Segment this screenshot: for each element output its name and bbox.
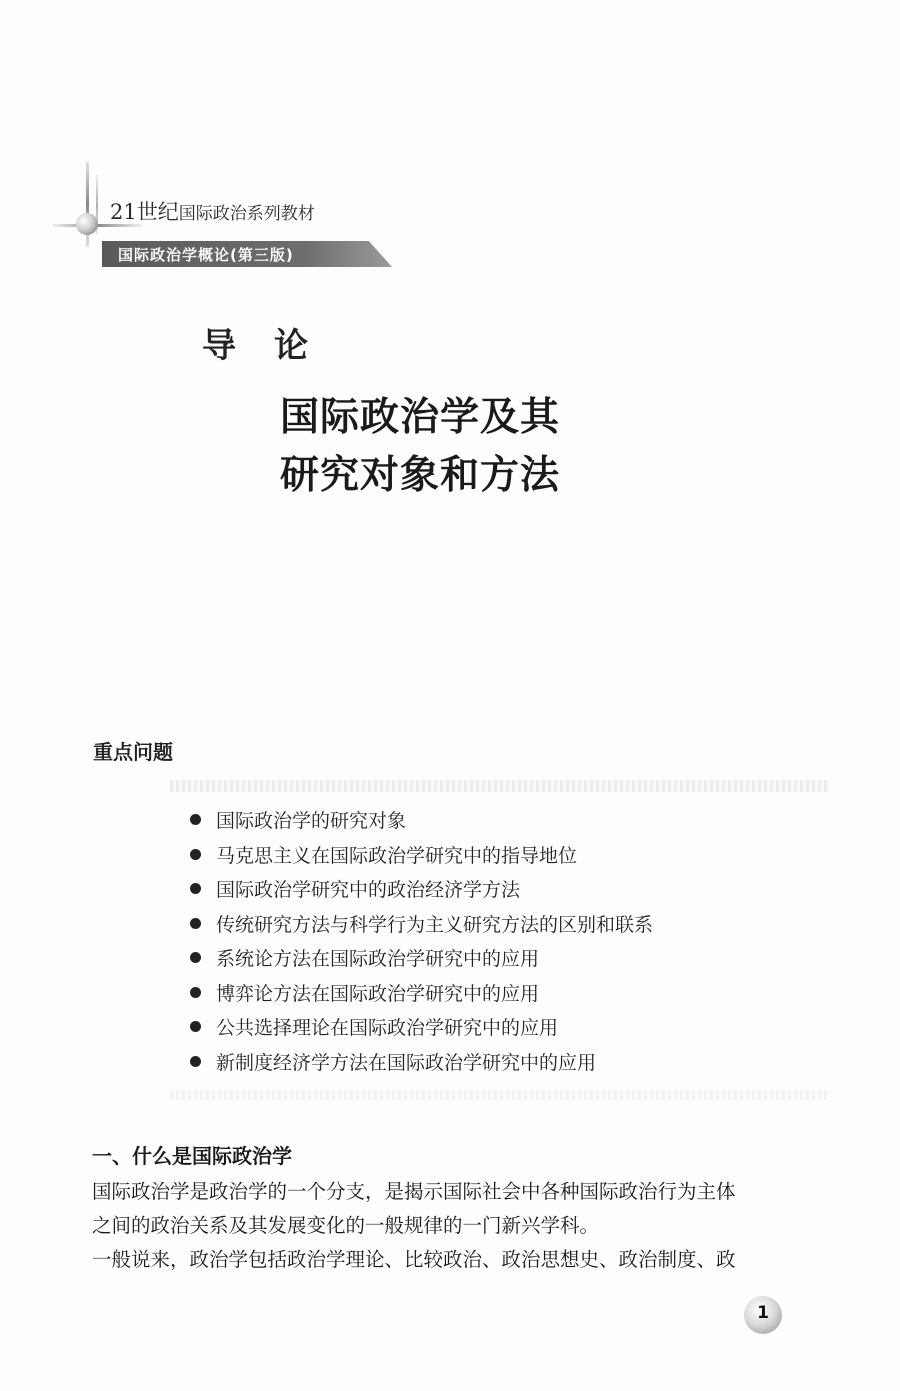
series-title-text: 国际政治系列教材	[178, 204, 315, 224]
list-item	[190, 944, 653, 979]
key-questions-divider	[170, 780, 830, 792]
bullet-icon	[190, 1021, 201, 1032]
header-decor-sparkle-icon	[76, 213, 98, 235]
list-item	[190, 910, 653, 945]
chapter-title-line-1: 国际政治学及其	[280, 394, 561, 440]
list-item	[190, 1048, 653, 1083]
list-item	[190, 841, 653, 876]
list-item-text: 博弈论方法在国际政治学研究中的应用	[216, 982, 540, 1005]
section-heading: 一、什么是国际政治学	[92, 1144, 292, 1168]
chapter-title-line-2: 研究对象和方法	[280, 452, 561, 498]
series-title-number: 21世纪	[110, 200, 179, 224]
list-item-text: 传统研究方法与科学行为主义研究方法的区别和联系	[216, 913, 654, 936]
key-questions-heading: 重点问题	[93, 740, 173, 764]
bullet-icon	[190, 814, 201, 825]
list-item-text: 公共选择理论在国际政治学研究中的应用	[216, 1017, 559, 1039]
list-item-text: 国际政治学的研究对象	[216, 810, 407, 832]
list-item	[190, 1013, 653, 1048]
bullet-icon	[190, 849, 201, 860]
book-title: 国际政治学概论(第三版)	[118, 246, 294, 264]
body-paragraph-1-line-2: 之间的政治关系及其发展变化的一般规律的一门新兴学科。	[92, 1214, 600, 1237]
list-item-text: 新制度经济学方法在国际政治学研究中的应用	[216, 1051, 597, 1074]
chapter-title	[280, 388, 560, 504]
bullet-icon	[190, 883, 201, 894]
key-questions-list	[190, 806, 653, 1082]
list-item	[190, 806, 653, 841]
bullet-icon	[190, 1056, 201, 1067]
bullet-icon	[190, 987, 201, 998]
body-paragraph-1-line-1: 国际政治学是政治学的一个分支，是揭示国际社会中各种国际政治行为主体	[92, 1180, 736, 1203]
page-number: 1	[757, 1303, 769, 1323]
bullet-icon	[190, 918, 201, 929]
series-title	[110, 196, 315, 226]
list-item-text: 国际政治学研究中的政治经济学方法	[216, 879, 521, 901]
body-paragraph-2-line-1: 一般说来，政治学包括政治学理论、比较政治、政治思想史、政治制度、政	[92, 1248, 736, 1271]
list-item-text: 马克思主义在国际政治学研究中的指导地位	[216, 844, 578, 867]
list-item	[190, 875, 653, 910]
bullet-icon	[190, 952, 201, 963]
key-questions-bottom-divider	[170, 1090, 830, 1100]
list-item	[190, 979, 653, 1014]
chapter-label: 导论	[202, 326, 346, 366]
list-item-text: 系统论方法在国际政治学研究中的应用	[216, 948, 540, 970]
